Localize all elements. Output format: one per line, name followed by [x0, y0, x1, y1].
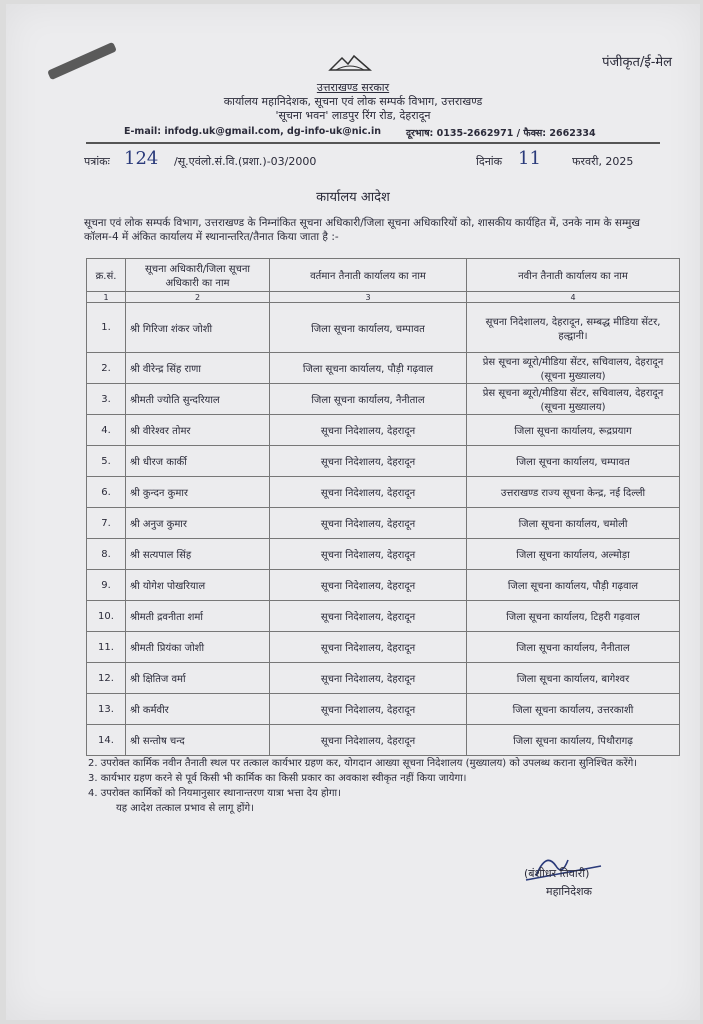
cell-new: जिला सूचना कार्यालय, चम्पावत: [467, 446, 680, 477]
cell-name: श्री वीरेश्वर तोमर: [126, 415, 270, 446]
table-row: [87, 694, 680, 725]
cell-current: जिला सूचना कार्यालय, चम्पावत: [270, 303, 467, 353]
phone-line: दूरभाष: 0135-2662971 / फैक्स: 2662334: [406, 128, 596, 139]
cell-current: जिला सूचना कार्यालय, नैनीताल: [270, 384, 467, 415]
date-day: 11: [518, 148, 541, 169]
cell-new: प्रेस सूचना ब्यूरो/मीडिया सेंटर, सचिवालय, देहरादून (सूचना मुख्यालय): [467, 384, 680, 415]
table-row: [87, 353, 680, 384]
cell-name: श्री क्षितिज वर्मा: [126, 663, 270, 694]
cell-sno: 5.: [87, 446, 126, 477]
cell-sno: 3.: [87, 384, 126, 415]
cell-name: श्री गिरिजा शंकर जोशी: [126, 303, 270, 353]
table-row: [87, 384, 680, 415]
cell-name: श्रीमती द्रवनीता शर्मा: [126, 601, 270, 632]
cell-sno: 14.: [87, 725, 126, 756]
table-row: [87, 539, 680, 570]
col-header-new: नवीन तैनाती कार्यालय का नाम: [467, 259, 680, 292]
header-rule: [86, 142, 660, 144]
cell-sno: 2.: [87, 353, 126, 384]
cell-new: जिला सूचना कार्यालय, नैनीताल: [467, 632, 680, 663]
ref-suffix: /सू.एवंलो.सं.वि.(प्रशा.)-03/2000: [174, 155, 317, 168]
cell-current: सूचना निदेशालय, देहरादून: [270, 601, 467, 632]
cell-current: सूचना निदेशालय, देहरादून: [270, 477, 467, 508]
cell-current: जिला सूचना कार्यालय, पौड़ी गढ़वाल: [270, 353, 467, 384]
signatory-name: (बंशीधर तिवारी): [524, 867, 590, 880]
cell-new: सूचना निदेशालय, देहरादून, सम्बद्ध मीडिया सेंटर, हल्द्वानी।: [467, 303, 680, 353]
cell-current: सूचना निदेशालय, देहरादून: [270, 446, 467, 477]
document-page: [6, 4, 700, 1020]
cell-sno: 1.: [87, 303, 126, 353]
cell-name: श्री योगेश पोखरियाल: [126, 570, 270, 601]
email-line: E-mail: infodg.uk@gmail.com, dg-info-uk@nic.in: [124, 126, 382, 137]
date-month-year: फरवरी, 2025: [572, 155, 634, 168]
cell-current: सूचना निदेशालय, देहरादून: [270, 415, 467, 446]
table-row: [87, 508, 680, 539]
cell-name: श्री वीरेन्द्र सिंह राणा: [126, 353, 270, 384]
cell-current: सूचना निदेशालय, देहरादून: [270, 632, 467, 663]
cell-new: जिला सूचना कार्यालय, पौड़ी गढ़वाल: [467, 570, 680, 601]
cell-current: सूचना निदेशालय, देहरादून: [270, 694, 467, 725]
office-address: 'सूचना भवन' लाडपुर रिंग रोड, देहरादून: [275, 109, 431, 122]
cell-sno: 7.: [87, 508, 126, 539]
table-row: [87, 601, 680, 632]
registered-email-label: पंजीकृत/ई-मेल: [602, 55, 672, 70]
cell-new: जिला सूचना कार्यालय, बागेश्वर: [467, 663, 680, 694]
table-row: [87, 415, 680, 446]
cell-sno: 6.: [87, 477, 126, 508]
date-label: दिनांक: [476, 155, 503, 168]
col-index: 3: [270, 292, 467, 303]
notes-section: [88, 756, 678, 816]
col-header-name: सूचना अधिकारी/जिला सूचना अधिकारी का नाम: [126, 259, 270, 292]
cell-current: सूचना निदेशालय, देहरादून: [270, 663, 467, 694]
col-index: 2: [126, 292, 270, 303]
cell-new: जिला सूचना कार्यालय, रूद्रप्रयाग: [467, 415, 680, 446]
table-row: [87, 303, 680, 353]
note-item: यह आदेश तत्काल प्रभाव से लागू होंगे।: [116, 803, 254, 814]
office-name: कार्यालय महानिदेशक, सूचना एवं लोक सम्पर्क विभाग, उत्तराखण्ड: [223, 95, 483, 108]
cell-new: प्रेस सूचना ब्यूरो/मीडिया सेंटर, सचिवालय, देहरादून (सूचना मुख्यालय): [467, 353, 680, 384]
cell-new: उत्तराखण्ड राज्य सूचना केन्द्र, नई दिल्ली: [467, 477, 680, 508]
cell-sno: 12.: [87, 663, 126, 694]
govt-name: उत्तराखण्ड सरकार: [316, 81, 390, 94]
table-row: [87, 725, 680, 756]
col-index: 4: [467, 292, 680, 303]
cell-current: सूचना निदेशालय, देहरादून: [270, 508, 467, 539]
col-header-current: वर्तमान तैनाती कार्यालय का नाम: [270, 259, 467, 292]
cell-name: श्रीमती प्रियंका जोशी: [126, 632, 270, 663]
cell-new: जिला सूचना कार्यालय, उत्तरकाशी: [467, 694, 680, 725]
cell-name: श्री कुन्दन कुमार: [126, 477, 270, 508]
note-item: 4. उपरोक्त कार्मिकों को नियमानुसार स्थानान्तरण यात्रा भत्ता देय होगा।: [88, 788, 341, 799]
cell-name: श्री धीरज कार्की: [126, 446, 270, 477]
cell-name: श्री सन्तोष चन्द: [126, 725, 270, 756]
order-title: कार्यालय आदेश: [316, 190, 390, 205]
cell-current: सूचना निदेशालय, देहरादून: [270, 570, 467, 601]
cell-name: श्री कर्मवीर: [126, 694, 270, 725]
cell-name: श्रीमती ज्योति सुन्दरियाल: [126, 384, 270, 415]
table-row: [87, 477, 680, 508]
intro-paragraph: सूचना एवं लोक सम्पर्क विभाग, उत्तराखण्ड के निम्नांकित सूचना अधिकारी/जिला सूचना अधिकारियों को, शासकीय कार्यहित में, उनके नाम के सम्मुख कॉलम-4 में अंकित कार्यालय में स्थानान्तरित/तैनात किया जाता है :-: [84, 217, 641, 243]
cell-new: जिला सूचना कार्यालय, चमोली: [467, 508, 680, 539]
note-item: 3. कार्यभार ग्रहण करने से पूर्व किसी भी कार्मिक का किसी प्रकार का अवकाश स्वीकृत नहीं किया जायेगा।: [88, 773, 467, 784]
paper-clip: [47, 42, 117, 80]
cell-sno: 11.: [87, 632, 126, 663]
cell-current: सूचना निदेशालय, देहरादून: [270, 539, 467, 570]
cell-sno: 8.: [87, 539, 126, 570]
table-row: [87, 446, 680, 477]
cell-current: सूचना निदेशालय, देहरादून: [270, 725, 467, 756]
cell-name: श्री सत्यपाल सिंह: [126, 539, 270, 570]
table-row: [87, 632, 680, 663]
cell-new: जिला सूचना कार्यालय, पिथौरागढ़: [467, 725, 680, 756]
note-item: 2. उपरोक्त कार्मिक नवीन तैनाती स्थल पर तत्काल कार्यभार ग्रहण कर, योगदान आख्या सूचना निदेशालय (मुख्यालय) को उपलब्ध कराना सुनिश्चित करेंगे।: [88, 758, 638, 769]
cell-sno: 13.: [87, 694, 126, 725]
cell-sno: 4.: [87, 415, 126, 446]
uttarakhand-emblem-icon: [328, 52, 372, 72]
col-header-sno: क्र.सं.: [87, 259, 126, 292]
ref-prefix: पत्रांकः: [84, 155, 110, 168]
table-row: [87, 570, 680, 601]
cell-sno: 10.: [87, 601, 126, 632]
transfer-table: [86, 258, 680, 756]
cell-new: जिला सूचना कार्यालय, टिहरी गढ़वाल: [467, 601, 680, 632]
cell-name: श्री अनुज कुमार: [126, 508, 270, 539]
signatory-designation: महानिदेशक: [546, 885, 592, 898]
col-index: 1: [87, 292, 126, 303]
ref-number: 124: [124, 148, 159, 169]
cell-sno: 9.: [87, 570, 126, 601]
cell-new: जिला सूचना कार्यालय, अल्मोड़ा: [467, 539, 680, 570]
table-row: [87, 663, 680, 694]
